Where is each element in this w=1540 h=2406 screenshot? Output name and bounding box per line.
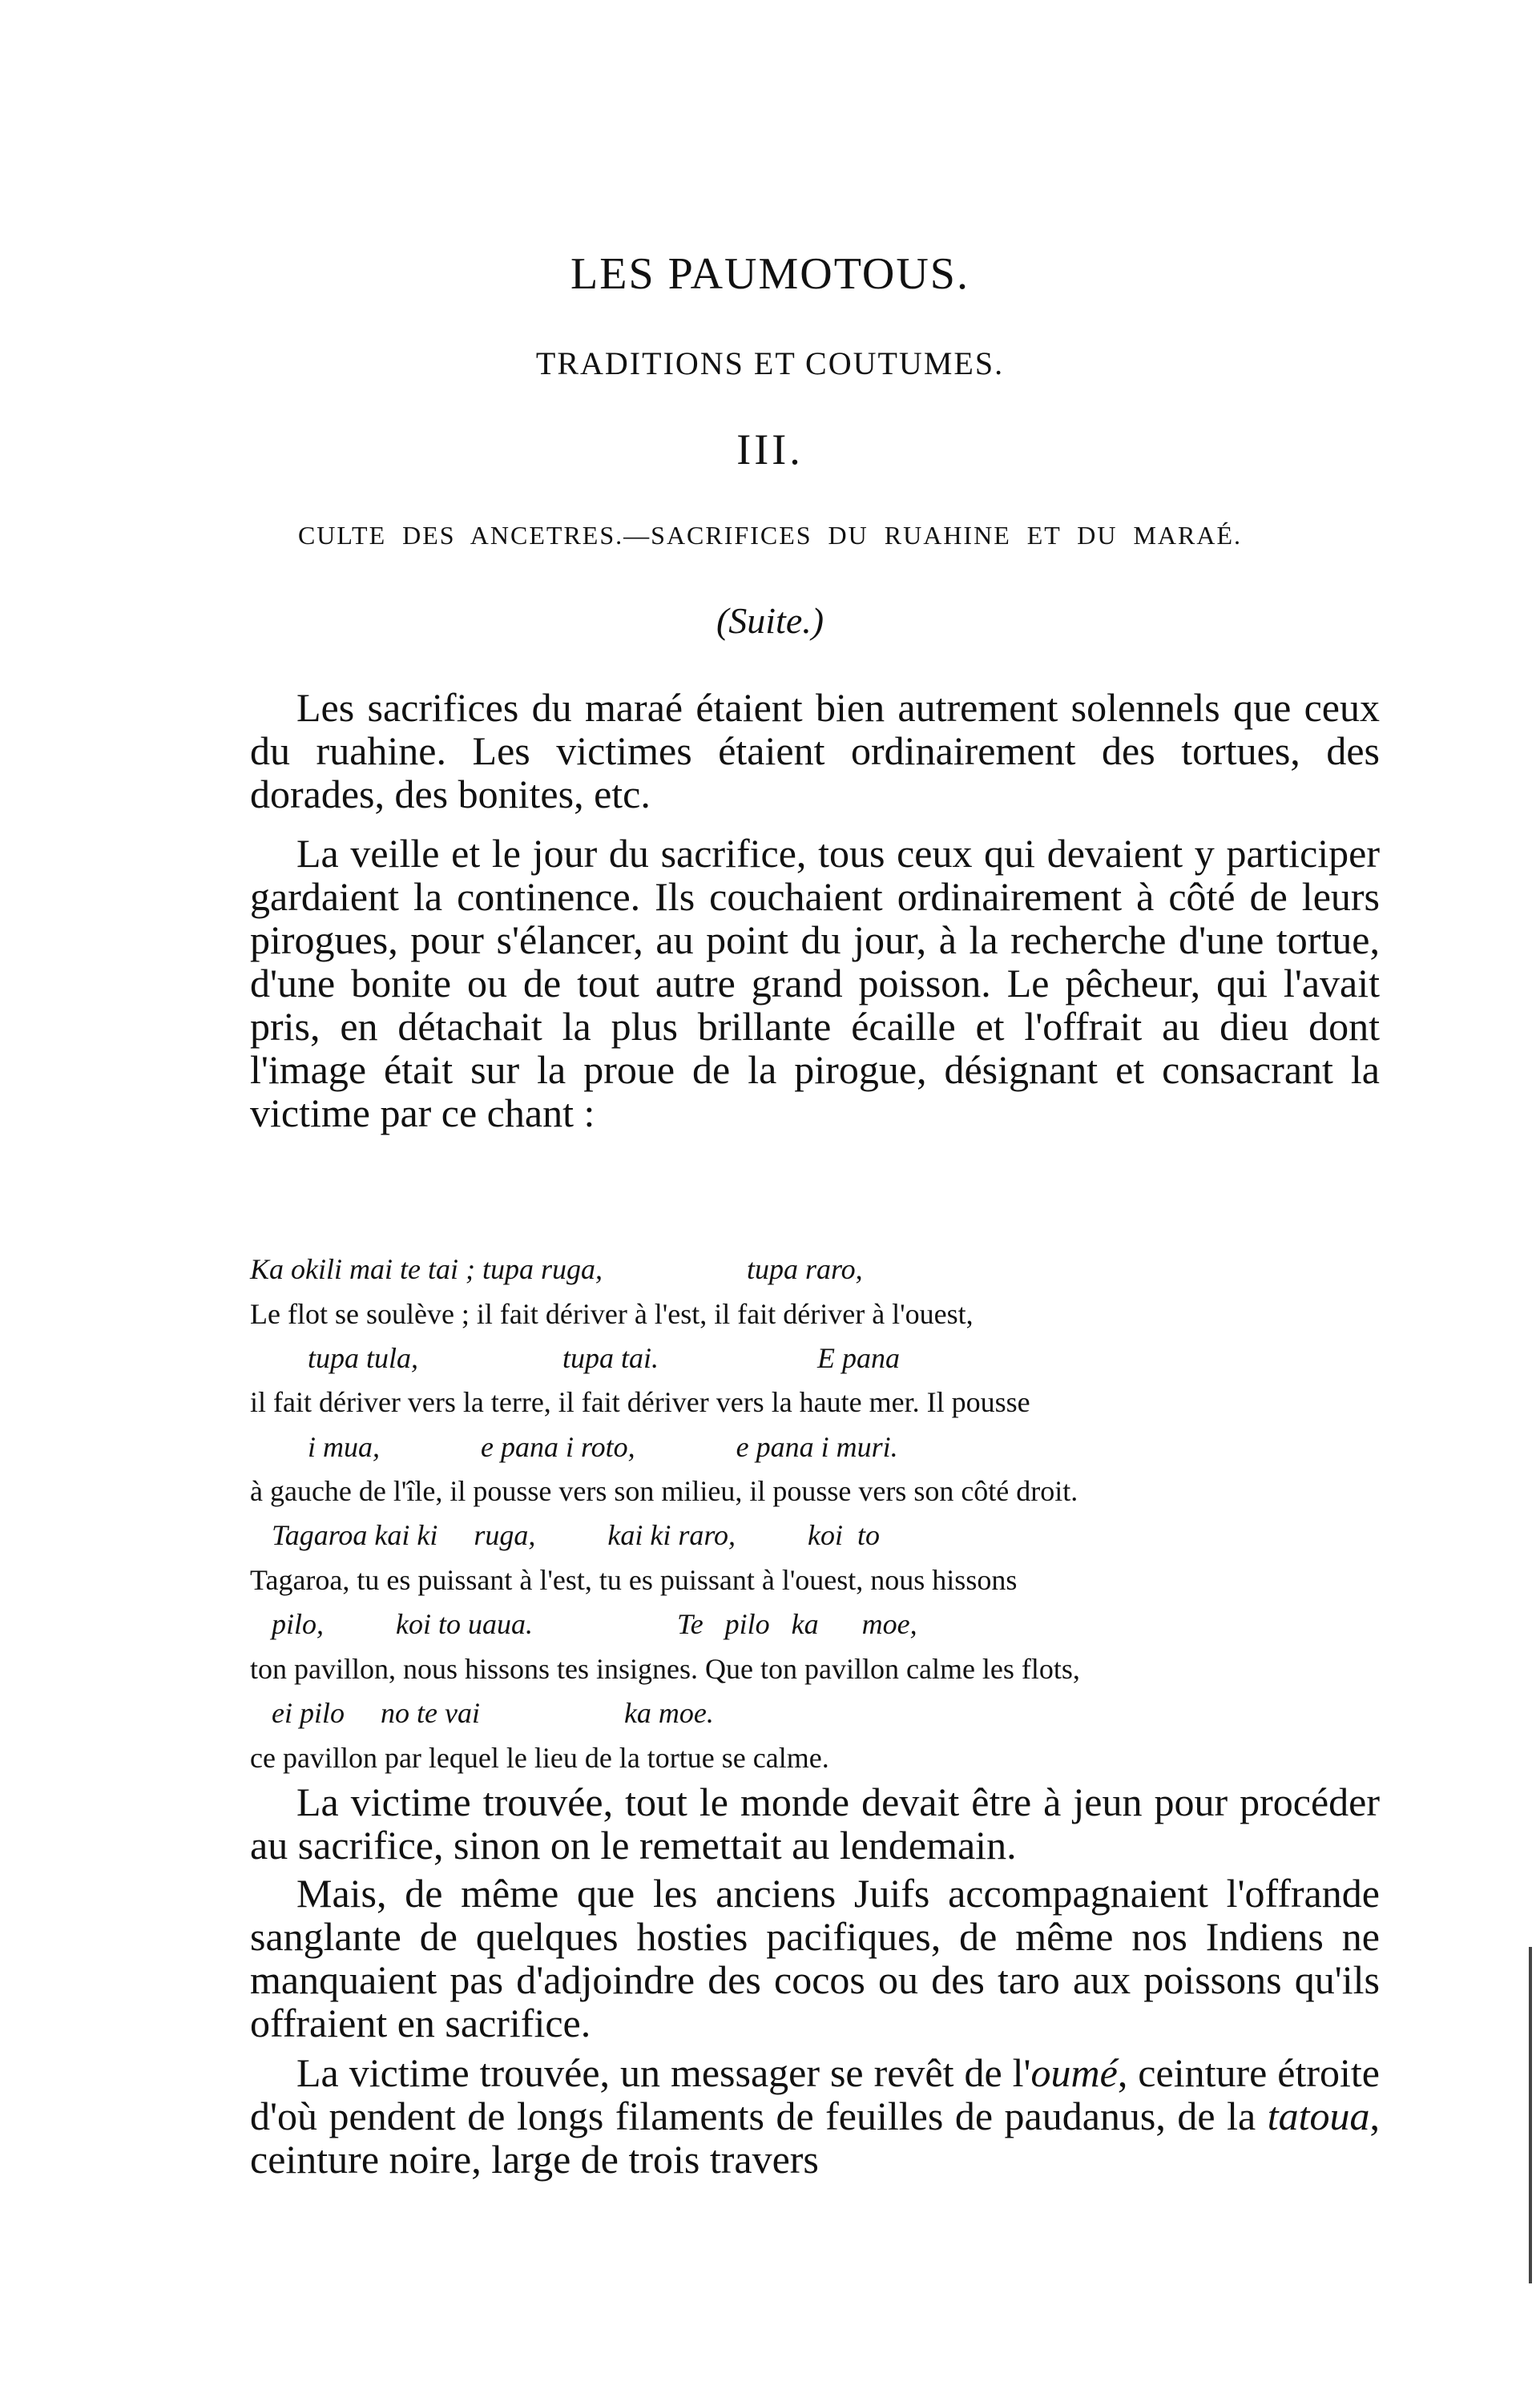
chant-line-translation: Tagaroa, tu es puissant à l'est, tu es puissant à l'ouest, nous hissons	[250, 1564, 1018, 1596]
paragraph-4: Mais, de même que les anciens Juifs accompagnaient l'offrande sanglante de quelques hosties pacifiques, de même nos Indiens ne manquaient pas d'adjoindre des cocos ou des taro aux poissons qu'ils offraient en sacrifice.	[250, 1871, 1380, 2045]
chant-line-native: Tagaroa kai ki ruga, kai ki raro, koi to	[250, 1519, 880, 1551]
paragraph-1: Les sacrifices du maraé étaient bien autrement solennels que ceux du ruahine. Les victimes étaient ordinairement des tortues, des dorades, des bonites, etc.	[250, 685, 1380, 816]
paragraph-5	[250, 2051, 1380, 2181]
page-title: LES PAUMOTOUS.	[570, 249, 970, 299]
section-heading: CULTE DES ANCETRES.—SACRIFICES DU RUAHINE ET DU MARAÉ.	[297, 521, 1243, 550]
paragraph-5-text: La victime trouvée, un messager se revêt de l'	[296, 2050, 1031, 2095]
chant-line-native: tupa tula, tupa tai. E pana	[250, 1342, 901, 1374]
term-tatoua: tatoua	[1267, 2094, 1370, 2138]
chant-line-native: Ka okili mai te tai ; tupa ruga, tupa raro,	[250, 1253, 863, 1285]
chant-line-translation: Le flot se soulève ; il fait dériver à l'est, il fait dériver à l'ouest,	[250, 1298, 974, 1330]
term-oume: oumé	[1030, 2050, 1118, 2095]
continued-label: (Suite.)	[716, 600, 824, 641]
margin-rule	[1529, 1947, 1532, 2283]
chapter-number: III.	[736, 425, 804, 474]
paragraph-2: La veille et le jour du sacrifice, tous ceux qui devaient y participer gardaient la continence. Ils couchaient ordinairement à côté de leurs pirogues, pour s'élancer, au point du jour, à la recherche d'une tortue, d'une bonite ou de tout autre grand poisson. Le pêcheur, qui l'avait pris, en détachait la plus brillante écaille et l'offrait au dieu dont l'image était sur la proue de la pirogue, désignant et consacrant la victime par ce chant :	[250, 831, 1380, 1135]
paragraph-3: La victime trouvée, tout le monde devait être à jeun pour procéder au sacrifice, sinon on le remettait au lendemain.	[250, 1779, 1380, 1868]
chant-line-native: ei pilo no te vai ka moe.	[250, 1697, 714, 1729]
page-subtitle: TRADITIONS ET COUTUMES.	[535, 345, 1005, 381]
chant-line-native: i mua, e pana i roto, e pana i muri.	[250, 1431, 898, 1463]
chant-line-translation: à gauche de l'île, il pousse vers son milieu, il pousse vers son côté droit.	[250, 1475, 1078, 1507]
chant-line-translation: il fait dériver vers la terre, il fait dériver vers la haute mer. Il pousse	[250, 1386, 1030, 1418]
chant-line-native: pilo, koi to uaua. Te pilo ka moe,	[250, 1608, 917, 1640]
paragraph-5-text: , ceinture étroite d'où pendent de longs filaments de feuilles de paudanus, de la	[250, 2050, 1380, 2138]
chant-line-translation: ton pavillon, nous hissons tes insignes. Que ton pavillon calme les flots,	[250, 1653, 1080, 1685]
paragraph-5-text: , ceinture noire, large de trois travers	[250, 2094, 1380, 2182]
chant-line-translation: ce pavillon par lequel le lieu de la tortue se calme.	[250, 1742, 829, 1774]
